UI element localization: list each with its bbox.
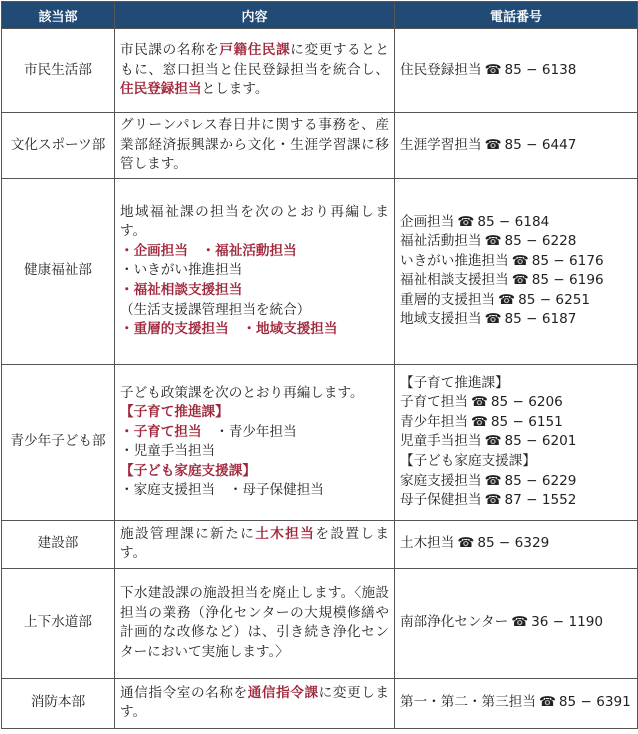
phone-label: 土木担当: [400, 535, 455, 552]
phone-number: 85 − 6176: [531, 252, 604, 269]
phone-group-heading: 【子ども家庭支援課】: [400, 453, 536, 470]
reorganization-table: [1, 1, 638, 729]
phone-number: 85 − 6391: [558, 694, 631, 711]
phone-number: 87 − 1552: [504, 492, 577, 509]
table-row: [2, 520, 638, 568]
phone-number: 85 − 6138: [504, 61, 577, 78]
table-row: [2, 178, 638, 364]
telephone-icon: ☎: [538, 694, 556, 711]
header-phone: 電話番号: [395, 2, 638, 29]
telephone-icon: ☎: [511, 614, 529, 631]
highlight-text: 戸籍住民課: [219, 42, 291, 59]
highlight-text: ・: [120, 282, 134, 299]
highlight-text: ・: [120, 423, 134, 440]
highlight-text: ・: [228, 321, 256, 338]
telephone-icon: ☎: [498, 291, 516, 308]
table-row: [2, 364, 638, 520]
highlight-text: 重層的支援担当: [133, 321, 229, 338]
content-line: [120, 403, 389, 423]
phone-number: 85 − 6184: [477, 213, 550, 230]
phone-number: 85 − 6151: [490, 413, 563, 430]
content-line: [120, 301, 389, 321]
content-cell: [115, 29, 395, 113]
telephone-icon: ☎: [457, 535, 475, 552]
phone-label: 児童手当担当: [400, 433, 482, 450]
phone-entry: [400, 213, 632, 233]
telephone-icon: ☎: [470, 394, 488, 411]
phone-label: 南部浄化センター: [400, 614, 509, 631]
telephone-icon: ☎: [457, 213, 475, 230]
phone-number: 36 − 1190: [531, 614, 604, 631]
highlight-text: ・: [120, 242, 134, 259]
phone-label: 地域支援担当: [400, 311, 482, 328]
phone-entry: [400, 393, 632, 413]
phone-entry: [400, 252, 632, 272]
highlight-text: 福祉相談支援担当: [133, 282, 243, 299]
highlight-text: 子育て担当: [133, 423, 202, 440]
phone-label: 家庭支援担当: [400, 472, 482, 489]
phone-cell: [395, 520, 638, 568]
phone-number: 85 − 6196: [531, 272, 604, 289]
content-text: （生活支援課管理担当を統合）: [120, 301, 311, 318]
phone-number: 85 − 6201: [504, 433, 577, 450]
highlight-text: 企画担当: [133, 242, 188, 259]
header-content: 内容: [115, 2, 395, 29]
highlight-text: 土木担当: [255, 525, 316, 542]
content-text: 地域福祉課の担当を次のとおり再編します。: [120, 203, 389, 240]
phone-cell: [395, 113, 638, 179]
content-text: グリーンパレス春日井に関する事務を、産業部経済振興課から文化・生涯学習課に移管します。: [120, 117, 389, 173]
phone-entry: [400, 534, 632, 554]
telephone-icon: ☎: [511, 272, 529, 289]
dept-cell: 消防本部: [2, 678, 115, 728]
content-text: を設置します。: [120, 525, 390, 562]
phone-number: 85 − 6228: [504, 233, 577, 250]
content-line: [120, 462, 389, 482]
telephone-icon: ☎: [484, 61, 502, 78]
telephone-icon: ☎: [484, 433, 502, 450]
header-row: [2, 2, 638, 29]
content-line: [120, 442, 389, 462]
header-dept: 該当部: [2, 2, 115, 29]
telephone-icon: ☎: [484, 492, 502, 509]
phone-label: 重層的支援担当: [400, 291, 496, 308]
phone-label: 第一・第二・第三担当: [400, 694, 536, 711]
phone-entry: [400, 136, 632, 156]
content-line: [120, 384, 389, 404]
content-text: 施設管理課に新たに: [120, 525, 256, 542]
phone-label: 企画担当: [400, 213, 455, 230]
phone-cell: [395, 364, 638, 520]
telephone-icon: ☎: [511, 252, 529, 269]
phone-entry: [400, 413, 632, 433]
phone-entry: [400, 432, 632, 452]
phone-label: 母子保健担当: [400, 492, 482, 509]
content-cell: [115, 568, 395, 678]
highlight-text: 【子ども家庭支援課】: [120, 462, 256, 479]
phone-label: 子育て担当: [400, 394, 468, 411]
content-cell: [115, 113, 395, 179]
telephone-icon: ☎: [484, 472, 502, 489]
highlight-text: 通信指令課: [247, 684, 319, 701]
highlight-text: ・: [187, 242, 216, 259]
highlight-text: 地域支援担当: [255, 321, 338, 338]
phone-label: 生涯学習担当: [400, 136, 482, 153]
phone-entry: [400, 232, 632, 252]
highlight-text: 住民登録担当: [120, 81, 202, 98]
content-cell: [115, 678, 395, 728]
content-text: に変更するとともに、窓口担当と住民登録担当を統合し、: [120, 42, 390, 78]
content-text: とします。: [201, 81, 269, 98]
phone-entry: [400, 61, 632, 81]
dept-cell: 青少年子ども部: [2, 364, 115, 520]
phone-number: 85 − 6329: [477, 535, 550, 552]
phone-number: 85 − 6447: [504, 136, 577, 153]
content-line: [120, 242, 389, 262]
content-text: ・いきがい推進担当: [120, 262, 243, 279]
content-cell: [115, 364, 395, 520]
phone-entry: [400, 491, 632, 511]
phone-entry: [400, 693, 632, 713]
dept-cell: 上下水道部: [2, 568, 115, 678]
content-text: ・青少年担当: [201, 423, 297, 440]
telephone-icon: ☎: [484, 136, 502, 153]
content-line: [120, 281, 389, 301]
phone-group-heading: 【子育て推進課】: [400, 374, 509, 391]
table-row: [2, 29, 638, 113]
table-row: [2, 113, 638, 179]
phone-label: 福祉活動担当: [400, 233, 482, 250]
telephone-icon: ☎: [470, 413, 488, 430]
phone-cell: [395, 568, 638, 678]
phone-entry: [400, 291, 632, 311]
content-line: [120, 203, 389, 242]
content-line: [120, 481, 389, 501]
content-text: 市民課の名称を: [120, 42, 220, 59]
phone-label: いきがい推進担当: [400, 252, 509, 269]
phone-number: 85 − 6187: [504, 311, 577, 328]
phone-cell: [395, 678, 638, 728]
dept-cell: 建設部: [2, 520, 115, 568]
content-text: 通信指令室の名称を: [120, 684, 248, 701]
highlight-text: ・: [120, 321, 134, 338]
content-text: ・児童手当担当: [120, 443, 216, 460]
phone-label: 福祉相談支援担当: [400, 272, 509, 289]
content-line: [120, 261, 389, 281]
phone-cell: [395, 178, 638, 364]
table-row: [2, 678, 638, 728]
dept-cell: 市民生活部: [2, 29, 115, 113]
phone-label: 青少年担当: [400, 413, 468, 430]
table-body: [2, 29, 638, 729]
content-text: 子ども政策課を次のとおり再編します。: [120, 384, 364, 401]
dept-cell: 文化スポーツ部: [2, 113, 115, 179]
content-text: に変更します。: [120, 684, 390, 721]
phone-entry: [400, 613, 632, 633]
content-line: [120, 320, 389, 340]
phone-number: 85 − 6229: [504, 472, 577, 489]
phone-number: 85 − 6251: [518, 291, 591, 308]
dept-cell: 健康福祉部: [2, 178, 115, 364]
telephone-icon: ☎: [484, 233, 502, 250]
table-row: [2, 568, 638, 678]
phone-number: 85 − 6206: [490, 394, 563, 411]
phone-cell: [395, 29, 638, 113]
content-text: 下水建設課の施設担当を廃止します。〈施設担当の業務（浄化センターの大規模修繕や計画的な改修など）は、引き続き浄化センターにおいて実施します。〉: [120, 585, 389, 660]
phone-entry: [400, 472, 632, 492]
phone-label: 住民登録担当: [400, 61, 482, 78]
content-line: [120, 423, 389, 443]
content-cell: [115, 520, 395, 568]
content-cell: [115, 178, 395, 364]
content-text: ・家庭支援担当 ・母子保健担当: [120, 482, 324, 499]
phone-entry: [400, 271, 632, 291]
highlight-text: 【子育て推進課】: [120, 404, 229, 421]
telephone-icon: ☎: [484, 311, 502, 328]
highlight-text: 福祉活動担当: [215, 242, 297, 259]
phone-entry: [400, 310, 632, 330]
